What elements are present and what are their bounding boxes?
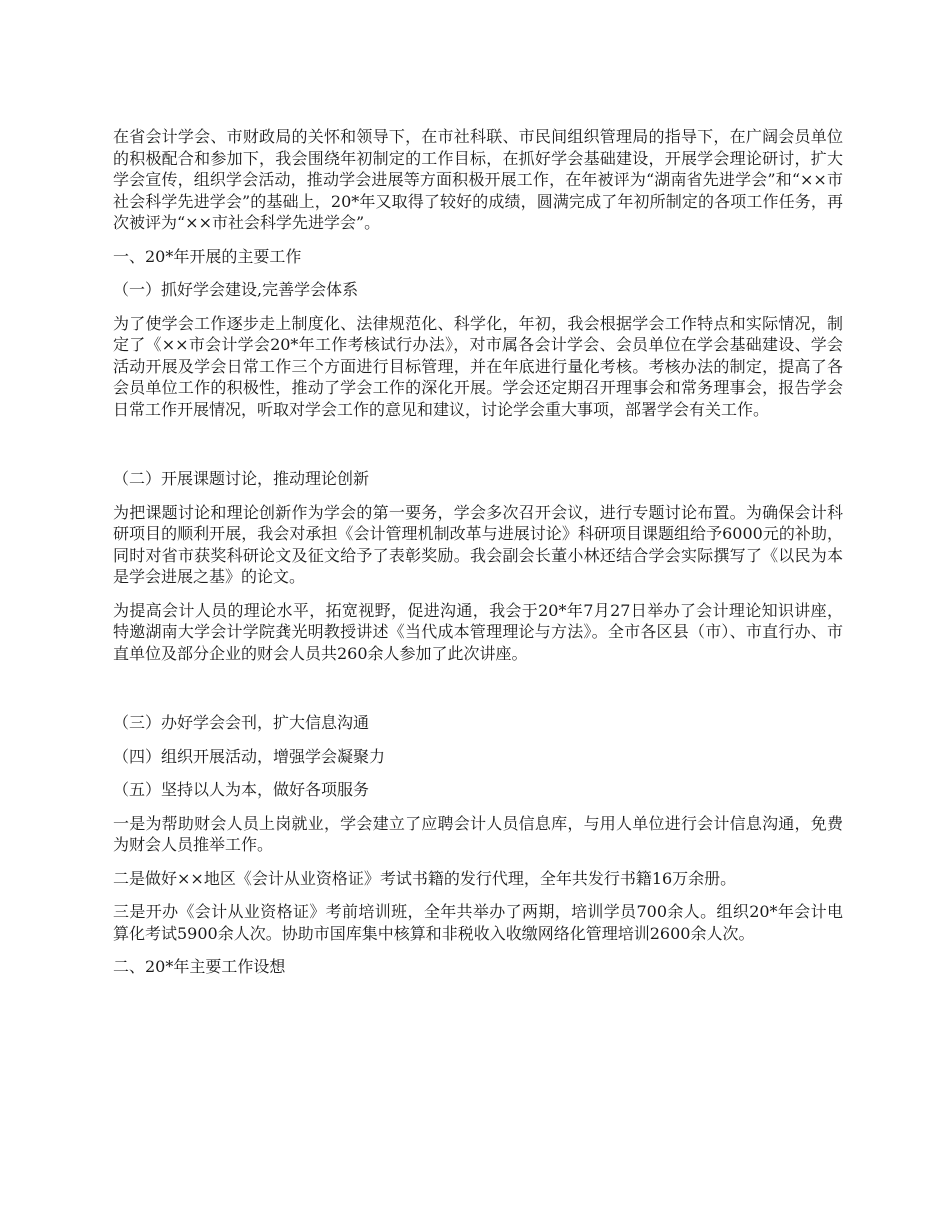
subsection-heading-4: （四）组织开展活动，增强学会凝聚力 xyxy=(113,746,386,766)
subsection-1-paragraph: 为了使学会工作逐步走上制度化、法律规范化、科学化，年初，我会根据学会工作特点和实际情况，制定了《××市会计学会20*年工作考核试行办法》，对市属各会计学会、会员单位在学会基础建设、学会活动开展及学会日常工作三个方面进行目标管理，并在年底进行量化考核。考核办法的制定，提高了各会员单位工作的积极性，推动了学会工作的深化开展。学会还定期召开理事会和常务理事会，报告学会日常工作开展情况，听取对学会工作的意见和建议，讨论学会重大事项，部署学会有关工作。 xyxy=(113,313,843,419)
spacer xyxy=(113,676,843,712)
intro-paragraph: 在省会计学会、市财政局的关怀和领导下，在市社科联、市民间组织管理局的指导下，在广阔会员单位的积极配合和参加下，我会围绕年初制定的工作目标，在抓好学会基础建设，开展学会理论研讨，扩大学会宣传，组织学会活动，推动学会进展等方面积极开展工作，在年被评为“湖南省先进学会”和“××市社会科学先进学会”的基础上，20*年又取得了较好的成绩，圆满完成了年初所制定的各项工作任务，再次被评为“××市社会科学先进学会”。 xyxy=(113,127,843,232)
subsection-2-paragraph-1: 为把课题讨论和理论创新作为学会的第一要务，学会多次召开会议，进行专题讨论布置。为确保会计科研项目的顺利开展，我会对承担《会计管理机制改革与进展讨论》科研项目课题组给予6000元的补助，同时对省市获奖科研论文及征文给予了表彰奖励。我会副会长董小林还结合学会实际撰写了《以民为本是学会进展之基》的论文。 xyxy=(113,502,843,586)
subsection-2-paragraph-2: 为提高会计人员的理论水平，拓宽视野，促进沟通，我会于20*年7月27日举办了会计理论知识讲座，特邀湖南大学会计学院龚光明教授讲述《当代成本管理理论与方法》。全市各区县（市）、市直行办、市直单位及部分企业的财会人员共260余人参加了此次讲座。 xyxy=(113,600,843,663)
subsection-heading-5: （五）坚持以人为本，做好各项服务 xyxy=(113,780,370,799)
subsection-5-item-1: 一是为帮助财会人员上岗就业，学会建立了应聘会计人员信息库，与用人单位进行会计信息沟通，免费为财会人员推举工作。 xyxy=(113,813,843,854)
subsection-heading-2: （二）开展课题讨论，推动理论创新 xyxy=(113,469,370,488)
subsection-5-item-2: 二是做好××地区《会计从业资格证》考试书籍的发行代理，全年共发行书籍16万余册。 xyxy=(113,868,737,888)
subsection-5-item-3: 三是开办《会计从业资格证》考前培训班，全年共举办了两期，培训学员700余人。组织20*年会计电算化考试5900余人次。协助市国库集中核算和非税收入收缴网络化管理培训2600余人次。 xyxy=(113,902,843,943)
spacer xyxy=(113,432,843,468)
section-heading-2: 二、20*年主要工作设想 xyxy=(113,957,286,976)
document-page xyxy=(113,126,843,990)
subsection-heading-3: （三）办好学会会刊，扩大信息沟通 xyxy=(113,713,370,732)
section-heading-1: 一、20*年开展的主要工作 xyxy=(113,246,302,266)
subsection-heading-1: （一）抓好学会建设,完善学会体系 xyxy=(113,280,359,299)
